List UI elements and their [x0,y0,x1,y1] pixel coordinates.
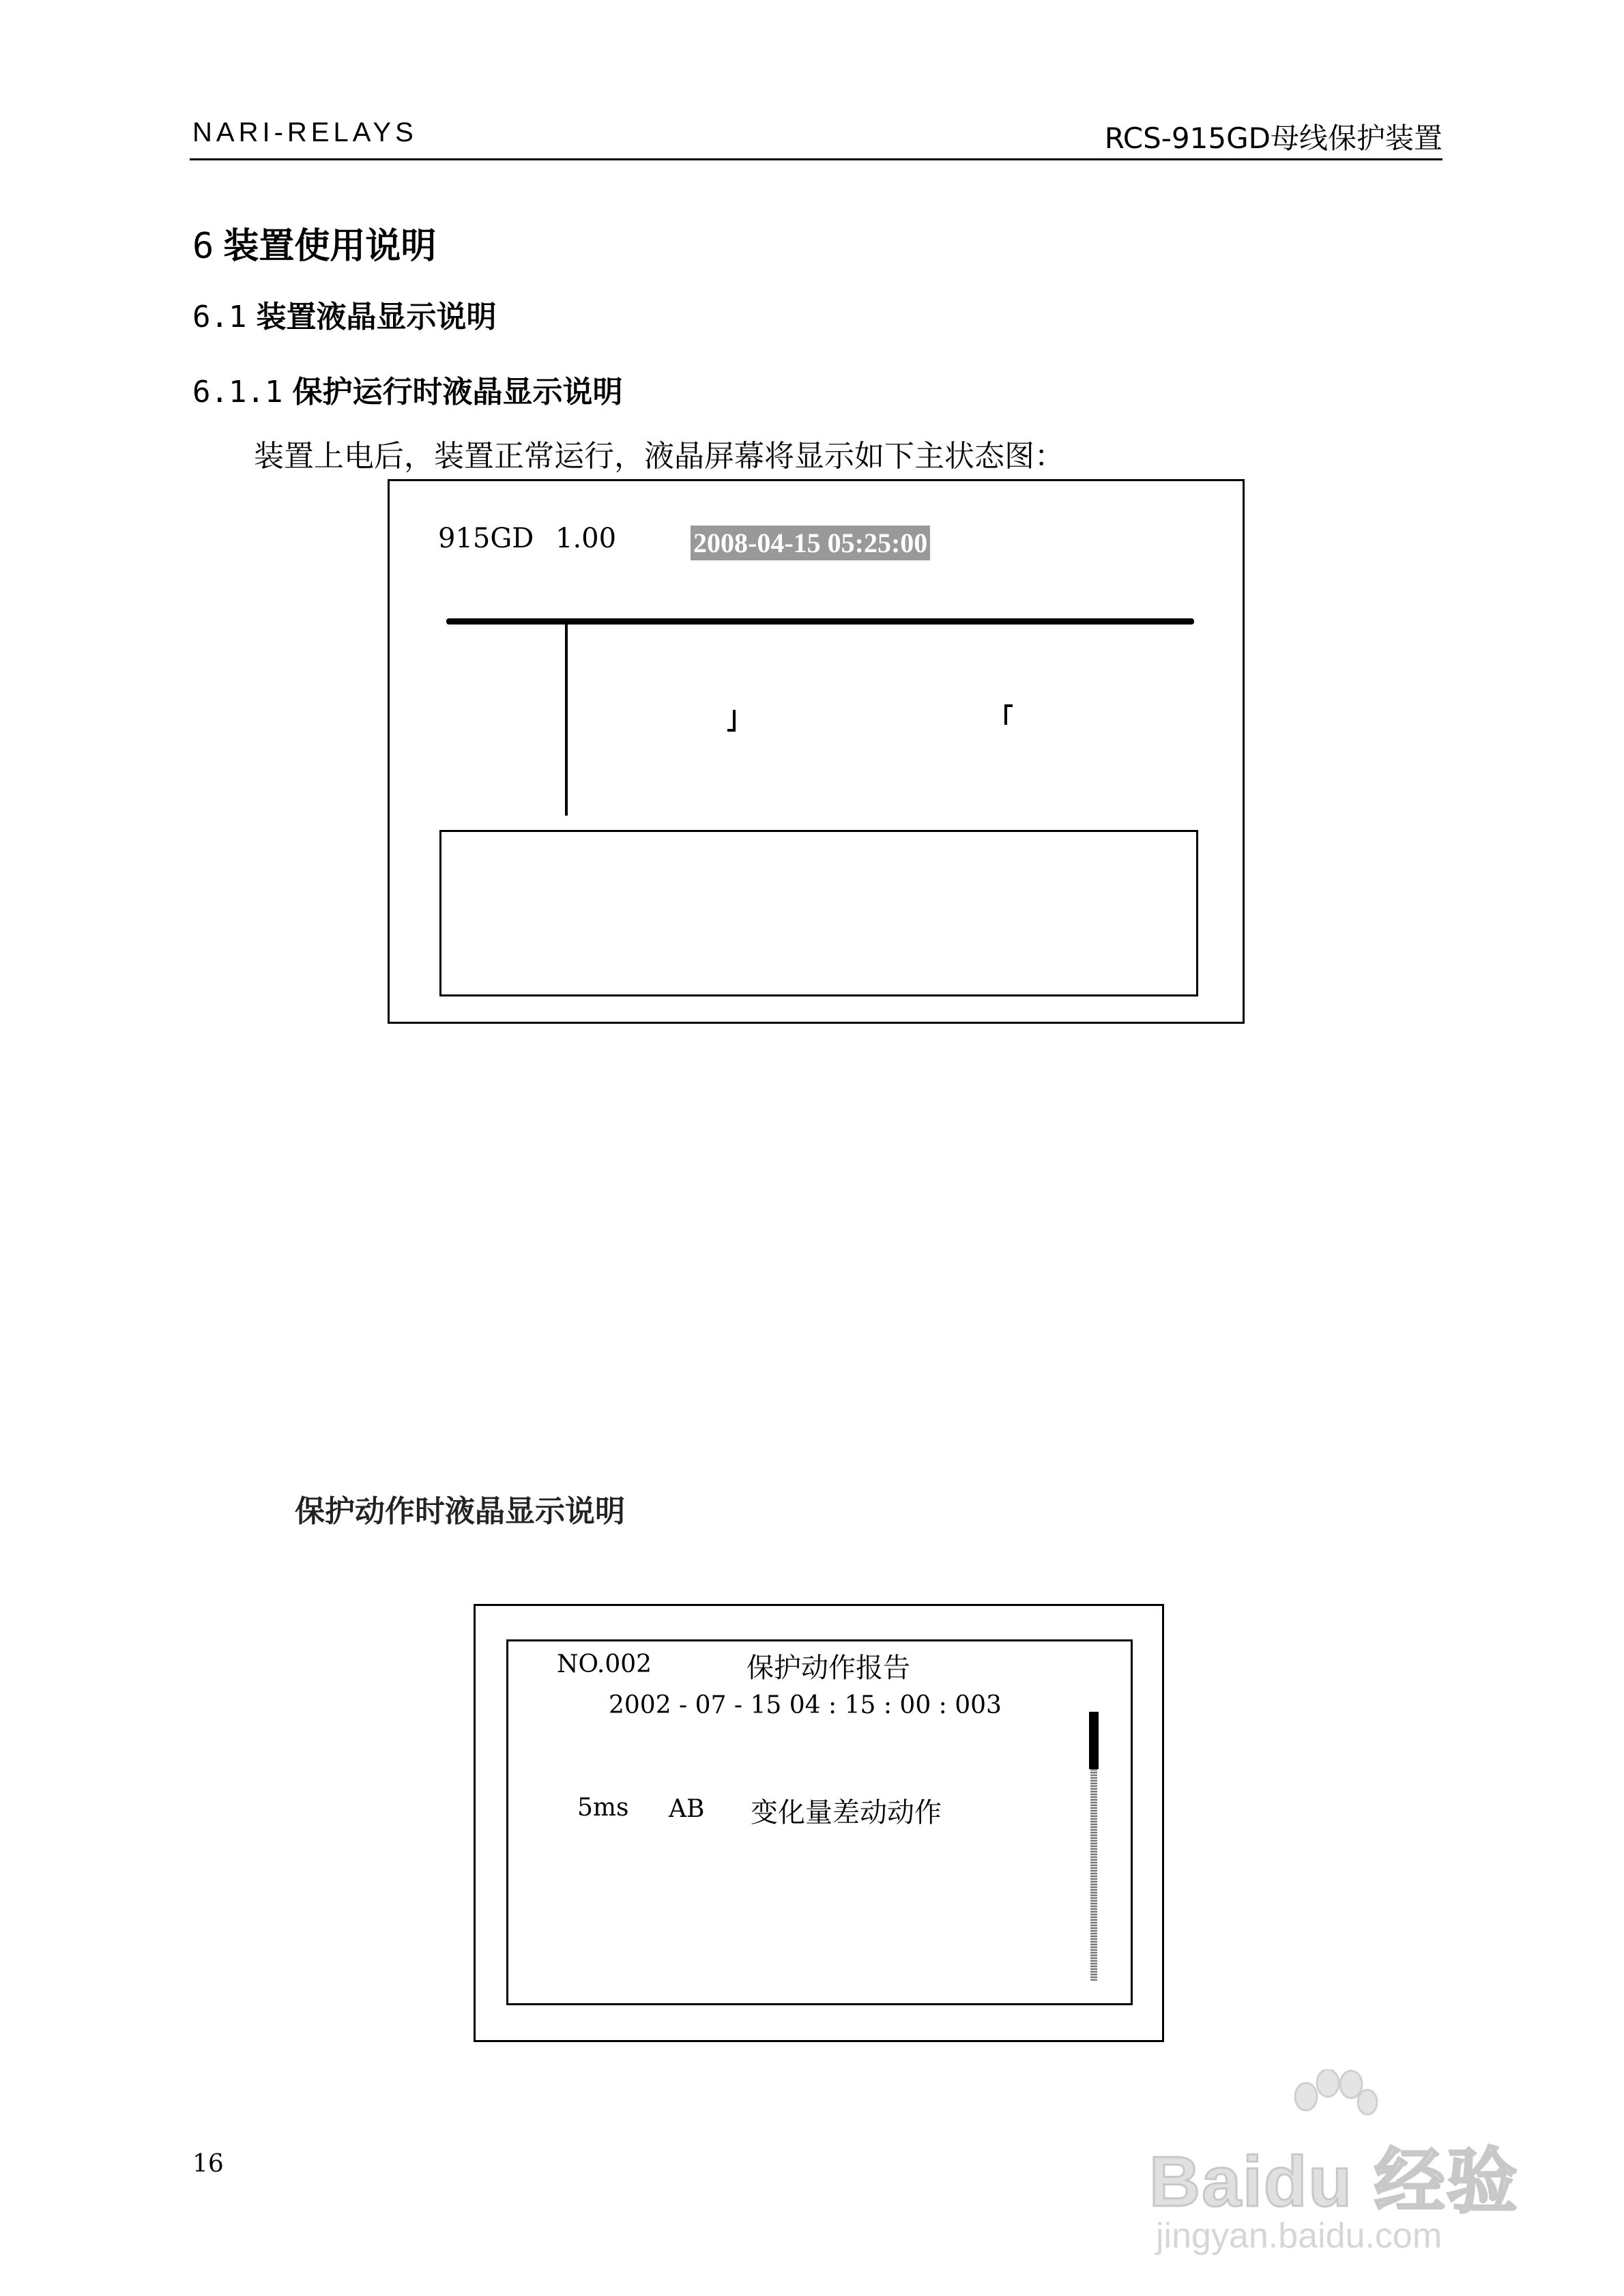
intro-paragraph: 装置上电后，装置正常运行，液晶屏幕将显示如下主状态图： [254,439,1064,474]
header-rule [190,158,1442,160]
report-event: 变化量差动动作 [751,1797,942,1828]
lcd-datetime: 2008-04-15 05:25:00 [691,526,930,560]
report-datetime: 2002 - 07 - 15 04 : 15 : 00 : 003 [609,1691,1002,1719]
section-heading-6-1 [192,292,496,336]
scrollbar-thumb [1089,1712,1099,1769]
arrow-down-icon [733,710,736,730]
section-number: 6.1 [192,300,247,334]
baidu-watermark [1149,2069,1531,2254]
section-heading-6-1-1 [192,367,622,411]
watermark-logo: Baidu 经验 [1149,2142,1519,2222]
arrow-up-icon [1004,704,1007,725]
header-device-title: RCS-915GD母线保护装置 [1104,121,1442,155]
lcd-model: 915GD [438,523,534,554]
lcd-message-box [439,830,1198,996]
arrow-down-foot [727,729,736,732]
busbar-line [446,618,1194,625]
section-heading-action: 保护动作时液晶显示说明 [295,1494,625,1529]
section-number: 6 [192,226,214,267]
report-relative-time: 5ms [577,1794,629,1822]
section-title: 装置使用说明 [223,226,437,267]
scrollbar-track [1090,1769,1097,1981]
section-number: 6.1.1 [192,375,283,410]
section-title: 保护运行时液晶显示说明 [292,375,623,410]
feeder-line [565,623,568,816]
report-phase: AB [669,1795,705,1823]
report-number: NO.002 [557,1650,652,1678]
arrow-up-head [1004,704,1013,707]
header-company: NARI-RELAYS [192,117,418,147]
section-heading-6 [192,217,436,268]
lcd-version: 1.00 [555,523,617,554]
watermark-url: jingyan.baidu.com [1156,2216,1442,2256]
report-title: 保护动作报告 [746,1652,910,1684]
page-number: 16 [192,2150,224,2178]
section-title: 装置液晶显示说明 [256,300,497,334]
